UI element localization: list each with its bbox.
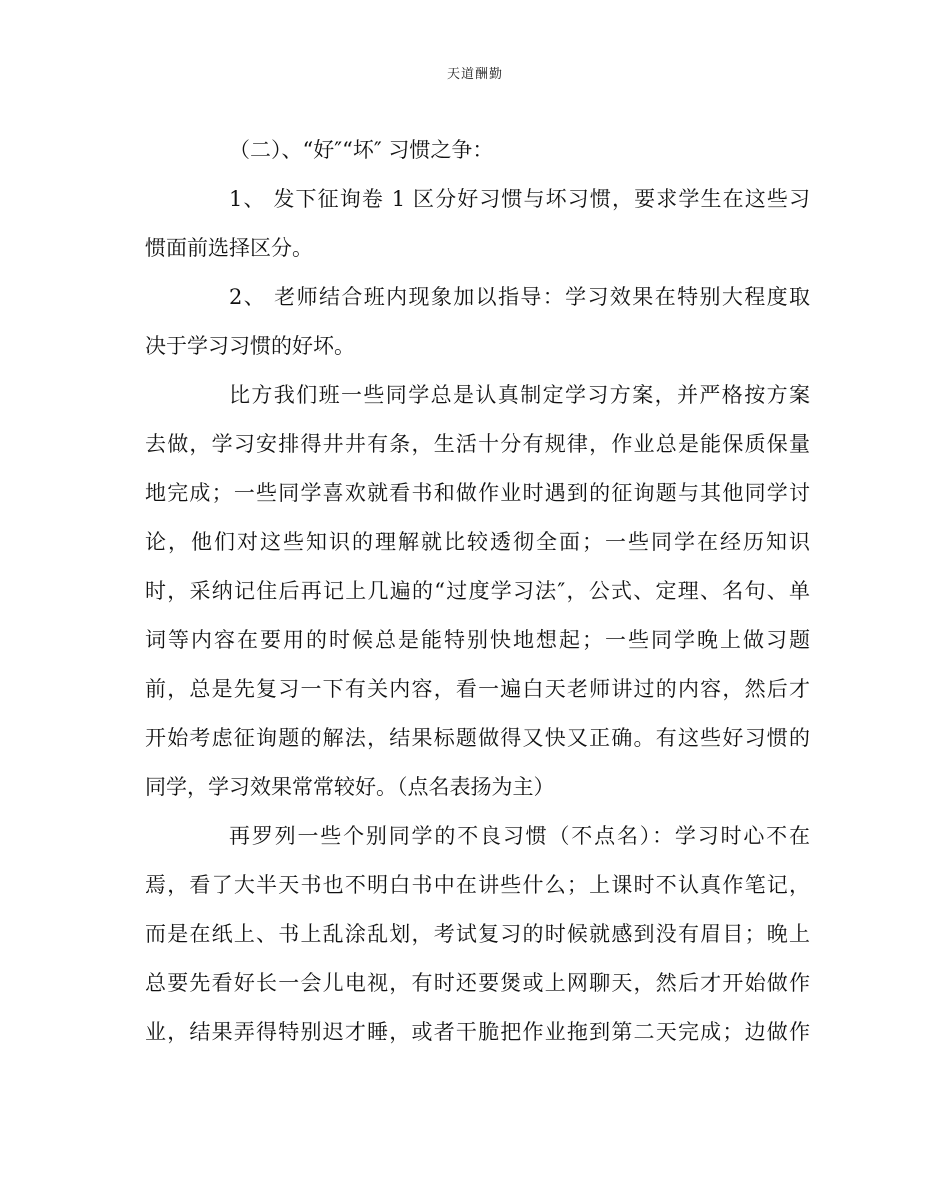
page-header: 天道酬勤 [446, 67, 503, 82]
text-line: 地完成；一些同学喜欢就看书和做作业时遇到的征询题与其他同学讨 [145, 481, 810, 505]
text-line: 词等内容在要用的时候总是能特别快地想起；一些同学晚上做习题 [145, 628, 810, 652]
text-line: 论，他们对这些知识的理解就比较透彻全面；一些同学在经历知识 [145, 530, 810, 554]
text-line: 再罗列一些个别同学的不良习惯（不点名）：学习时心不在 [229, 824, 810, 848]
text-line: 时，采纳记住后再记上几遍的“过度学习法″，公式、定理、名句、单 [145, 579, 810, 603]
text-line: 1、 发下征询卷 1 区分好习惯与坏习惯，要求学生在这些习 [229, 187, 810, 211]
text-line: 惯面前选择区分。 [145, 236, 313, 260]
text-line: 决于学习习惯的好坏。 [145, 334, 355, 358]
text-line: 总要先看好长一会儿电视，有时还要煲或上网聊天，然后才开始做作 [145, 971, 810, 995]
text-line: 比方我们班一些同学总是认真制定学习方案，并严格按方案 [229, 383, 810, 407]
text-line: 而是在纸上、书上乱涂乱划，考试复习的时候就感到没有眉目；晚上 [145, 922, 810, 946]
text-line: 同学，学习效果常常较好。（点名表扬为主） [145, 775, 555, 799]
text-line: 焉，看了大半天书也不明白书中在讲些什么；上课时不认真作笔记， [145, 873, 810, 897]
text-line: 去做，学习安排得井井有条，生活十分有规律，作业总是能保质保量 [145, 432, 810, 456]
text-line: 开始考虑征询题的解法，结果标题做得又快又正确。有这些好习惯的 [145, 726, 810, 750]
text-line: 业，结果弄得特别迟才睡，或者干脆把作业拖到第二天完成；边做作 [145, 1020, 810, 1044]
text-line: 前，总是先复习一下有关内容，看一遍白天老师讲过的内容，然后才 [145, 677, 810, 701]
document-body [145, 126, 810, 1057]
text-line: 2、 老师结合班内现象加以指导：学习效果在特别大程度取 [229, 285, 810, 309]
text-line: （二）、“好″“坏″ 习惯之争： [229, 138, 494, 162]
